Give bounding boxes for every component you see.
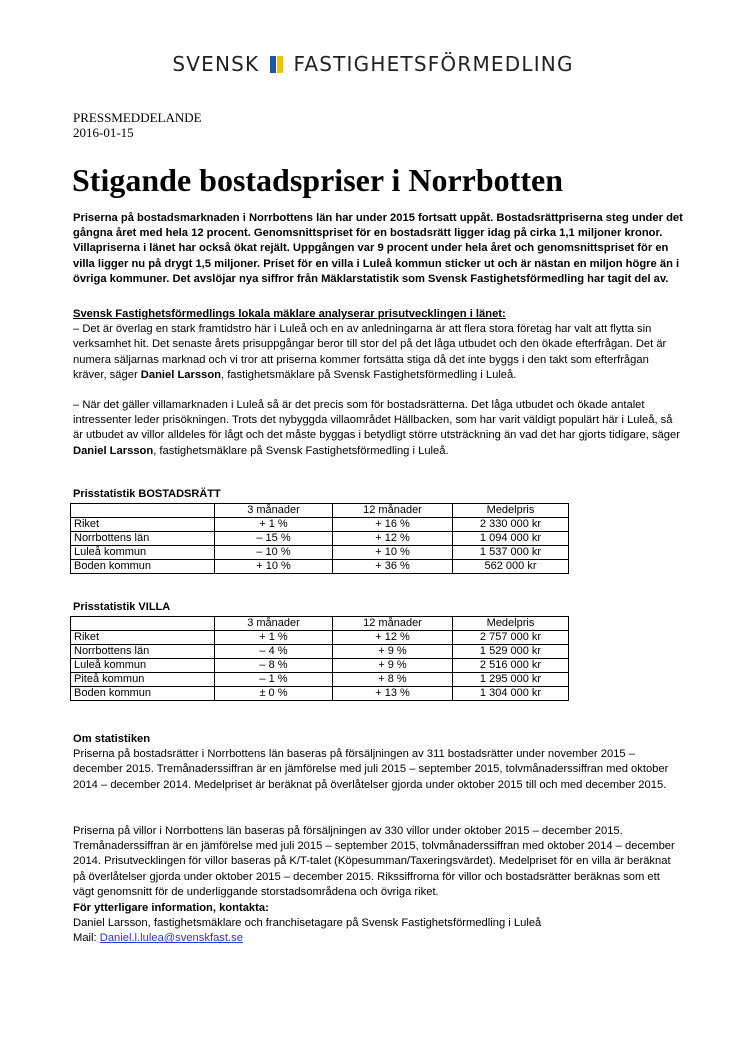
mail-label: Mail: — [73, 932, 100, 945]
table-header-cell: 12 månader — [333, 617, 453, 631]
table-cell: 1 094 000 kr — [453, 532, 569, 546]
about-heading: Om statistiken — [73, 733, 151, 745]
contact-heading: För ytterligare information, kontakta: — [73, 902, 269, 914]
mail-link[interactable]: Daniel.l.lulea@svenskfast.se — [99, 932, 243, 945]
table-header-cell — [71, 617, 215, 631]
table-bostadsratt-caption: Prisstatistik BOSTADSRÄTT — [73, 488, 221, 500]
table-cell: + 13 % — [333, 687, 453, 701]
table-row-label: Norrbottens län — [71, 645, 215, 659]
table-cell: – 15 % — [215, 532, 333, 546]
table-row — [71, 532, 569, 546]
table-cell: 1 295 000 kr — [453, 673, 569, 687]
quote-1-tail: , fastighetsmäklare på Svensk Fastighetsförmedling i Luleå. — [220, 368, 517, 381]
table-cell: + 10 % — [215, 560, 333, 574]
table-cell: 1 537 000 kr — [453, 546, 569, 560]
table-row — [71, 659, 569, 673]
table-cell: + 8 % — [333, 673, 453, 687]
table-cell: – 1 % — [215, 673, 333, 687]
table-row-label: Riket — [71, 518, 215, 532]
logo-flag-icon — [270, 56, 283, 73]
table-cell: 562 000 kr — [453, 560, 569, 574]
table-cell: + 1 % — [215, 631, 333, 645]
table-row-label: Boden kommun — [71, 687, 215, 701]
lead-paragraph: Priserna på bostadsmarknaden i Norrbottens län har under 2015 fortsatt uppåt. Bostadsrättpriserna steg under det gångna året med hela 12 procent. Genomsnittspriset för en bostadsrätt ligger idag på cirka 1,1 miljoner kronor. Villapriserna i länet har också ökat rejält. Uppgången var 9 procent under hela året och genomsnittspriset för en villa ligger nu på drygt 1,5 miljoner. Priset för en villa i Luleå kommun sticker ut och är nästan en miljon högre än i övriga kommuner. Det avslöjar nya siffror från Mäklarstatistik som Svensk Fastighetsförmedling har tagit del av. — [73, 212, 683, 285]
table-cell: 1 529 000 kr — [453, 645, 569, 659]
table-header-cell: 12 månader — [333, 504, 453, 518]
contact-person: Daniel Larsson, fastighetsmäklare och franchisetagare på Svensk Fastighetsförmedling i Luleå — [73, 917, 542, 930]
quote-2-name: Daniel Larsson — [73, 444, 154, 457]
press-kicker — [73, 110, 202, 140]
table-header-cell: Medelpris — [453, 504, 569, 518]
quote-1-name: Daniel Larsson — [140, 368, 221, 381]
table-villa — [70, 616, 569, 701]
table-cell: + 12 % — [333, 631, 453, 645]
table-cell: ± 0 % — [215, 687, 333, 701]
table-cell: 2 330 000 kr — [453, 518, 569, 532]
table-cell: + 1 % — [215, 518, 333, 532]
table-cell: 2 757 000 kr — [453, 631, 569, 645]
table-row-label: Luleå kommun — [71, 546, 215, 560]
analysis-section — [73, 307, 683, 383]
table-header-cell: 3 månader — [215, 504, 333, 518]
table-cell: + 9 % — [333, 659, 453, 673]
table-row — [71, 546, 569, 560]
press-type: PRESSMEDDELANDE — [73, 110, 202, 125]
company-logo — [0, 52, 746, 76]
table-row-label: Piteå kommun — [71, 673, 215, 687]
table-cell: 2 516 000 kr — [453, 659, 569, 673]
table-cell: + 16 % — [333, 518, 453, 532]
contact-mail-line — [73, 931, 683, 946]
quote-paragraph-1 — [73, 322, 683, 383]
table-row-label: Luleå kommun — [71, 659, 215, 673]
table-header-cell: 3 månader — [215, 617, 333, 631]
table-header-cell — [71, 504, 215, 518]
table-row — [71, 687, 569, 701]
logo-text-left: SVENSK — [172, 52, 260, 76]
table-bostadsratt — [70, 503, 569, 574]
table-row-label: Riket — [71, 631, 215, 645]
quote-1-text: – Det är överlag en stark framtidstro här i Luleå och en av anledningarna är att flera stora företag har valt att flytta sin verksamhet hit. Det senaste årets prisuppgångar beror till stor del på det låga utbudet och den ökade efterfrågan. Det är numera säljarnas marknad och vi tror att priserna kommer fortsätta stiga då det inte byggs i den takt som efterfrågan kräver, säger — [73, 323, 667, 381]
about-statistics — [73, 732, 683, 793]
table-row-label: Norrbottens län — [71, 532, 215, 546]
table-cell: – 8 % — [215, 659, 333, 673]
table-cell: + 36 % — [333, 560, 453, 574]
table-cell: + 9 % — [333, 645, 453, 659]
about-paragraph-2: Priserna på villor i Norrbottens län baseras på försäljningen av 330 villor under oktober 2015 – december 2015. Tremånaderssiffran är en jämförelse med juli 2015 – september 2015, tolvmånaderssiffran med oktober 2014 – december 2014. Prisutvecklingen för villor baseras på K/T-talet (Köpesumman/Taxeringsvärdet). Medelpriset för en villa är beräknat på överlåtelser gjorda under oktober 2015 – december 2015. Rikssiffrorna för villor och bostadsrätter beräknas som ett vägt genomsnitt för de underliggande storstadsområdena och övriga riket. — [73, 825, 675, 898]
press-date: 2016-01-15 — [73, 125, 134, 140]
about-paragraph-1: Priserna på bostadsrätter i Norrbottens län baseras på försäljningen av 311 bostadsrätter under november 2015 – december 2015. Tremånaderssiffran är en jämförelse med juli 2015 – september 2015, tolvmånaderssiffran med oktober 2014 – december 2014. Medelpriset är beräknat på överlåtelser gjorda under oktober 2015 till och med december 2015. — [73, 748, 669, 791]
table-cell: 1 304 000 kr — [453, 687, 569, 701]
table-header-row — [71, 617, 569, 631]
quote-2-tail: , fastighetsmäklare på Svensk Fastighetsförmedling i Luleå. — [153, 444, 449, 457]
quote-paragraph-2 — [73, 398, 683, 459]
table-cell: – 10 % — [215, 546, 333, 560]
table-row — [71, 631, 569, 645]
logo-text-right: FASTIGHETSFÖRMEDLING — [293, 52, 574, 76]
table-header-row — [71, 504, 569, 518]
table-cell: + 12 % — [333, 532, 453, 546]
table-row — [71, 560, 569, 574]
table-row — [71, 673, 569, 687]
table-cell: – 4 % — [215, 645, 333, 659]
table-row — [71, 518, 569, 532]
quote-2-text: – När det gäller villamarknaden i Luleå så är det precis som för bostadsrätterna. Det låga utbudet och ökade antalet intressenter leder prisökningen. Trots det nybyggda villaområdet Hällbacken, som har varit väldigt populärt här i Luleå, så är utbudet av villor alldeles för lågt och det måste byggas i betydligt större utsträckning än vad det har gjorts tidigare, säger — [73, 399, 680, 442]
table-row — [71, 645, 569, 659]
contact-section — [73, 901, 683, 947]
page-title: Stigande bostadspriser i Norrbotten — [72, 162, 563, 198]
table-cell: + 10 % — [333, 546, 453, 560]
table-header-cell: Medelpris — [453, 617, 569, 631]
table-row-label: Boden kommun — [71, 560, 215, 574]
analysis-heading: Svensk Fastighetsförmedlings lokala mäklare analyserar prisutvecklingen i länet: — [73, 308, 506, 320]
table-villa-caption: Prisstatistik VILLA — [73, 601, 171, 613]
